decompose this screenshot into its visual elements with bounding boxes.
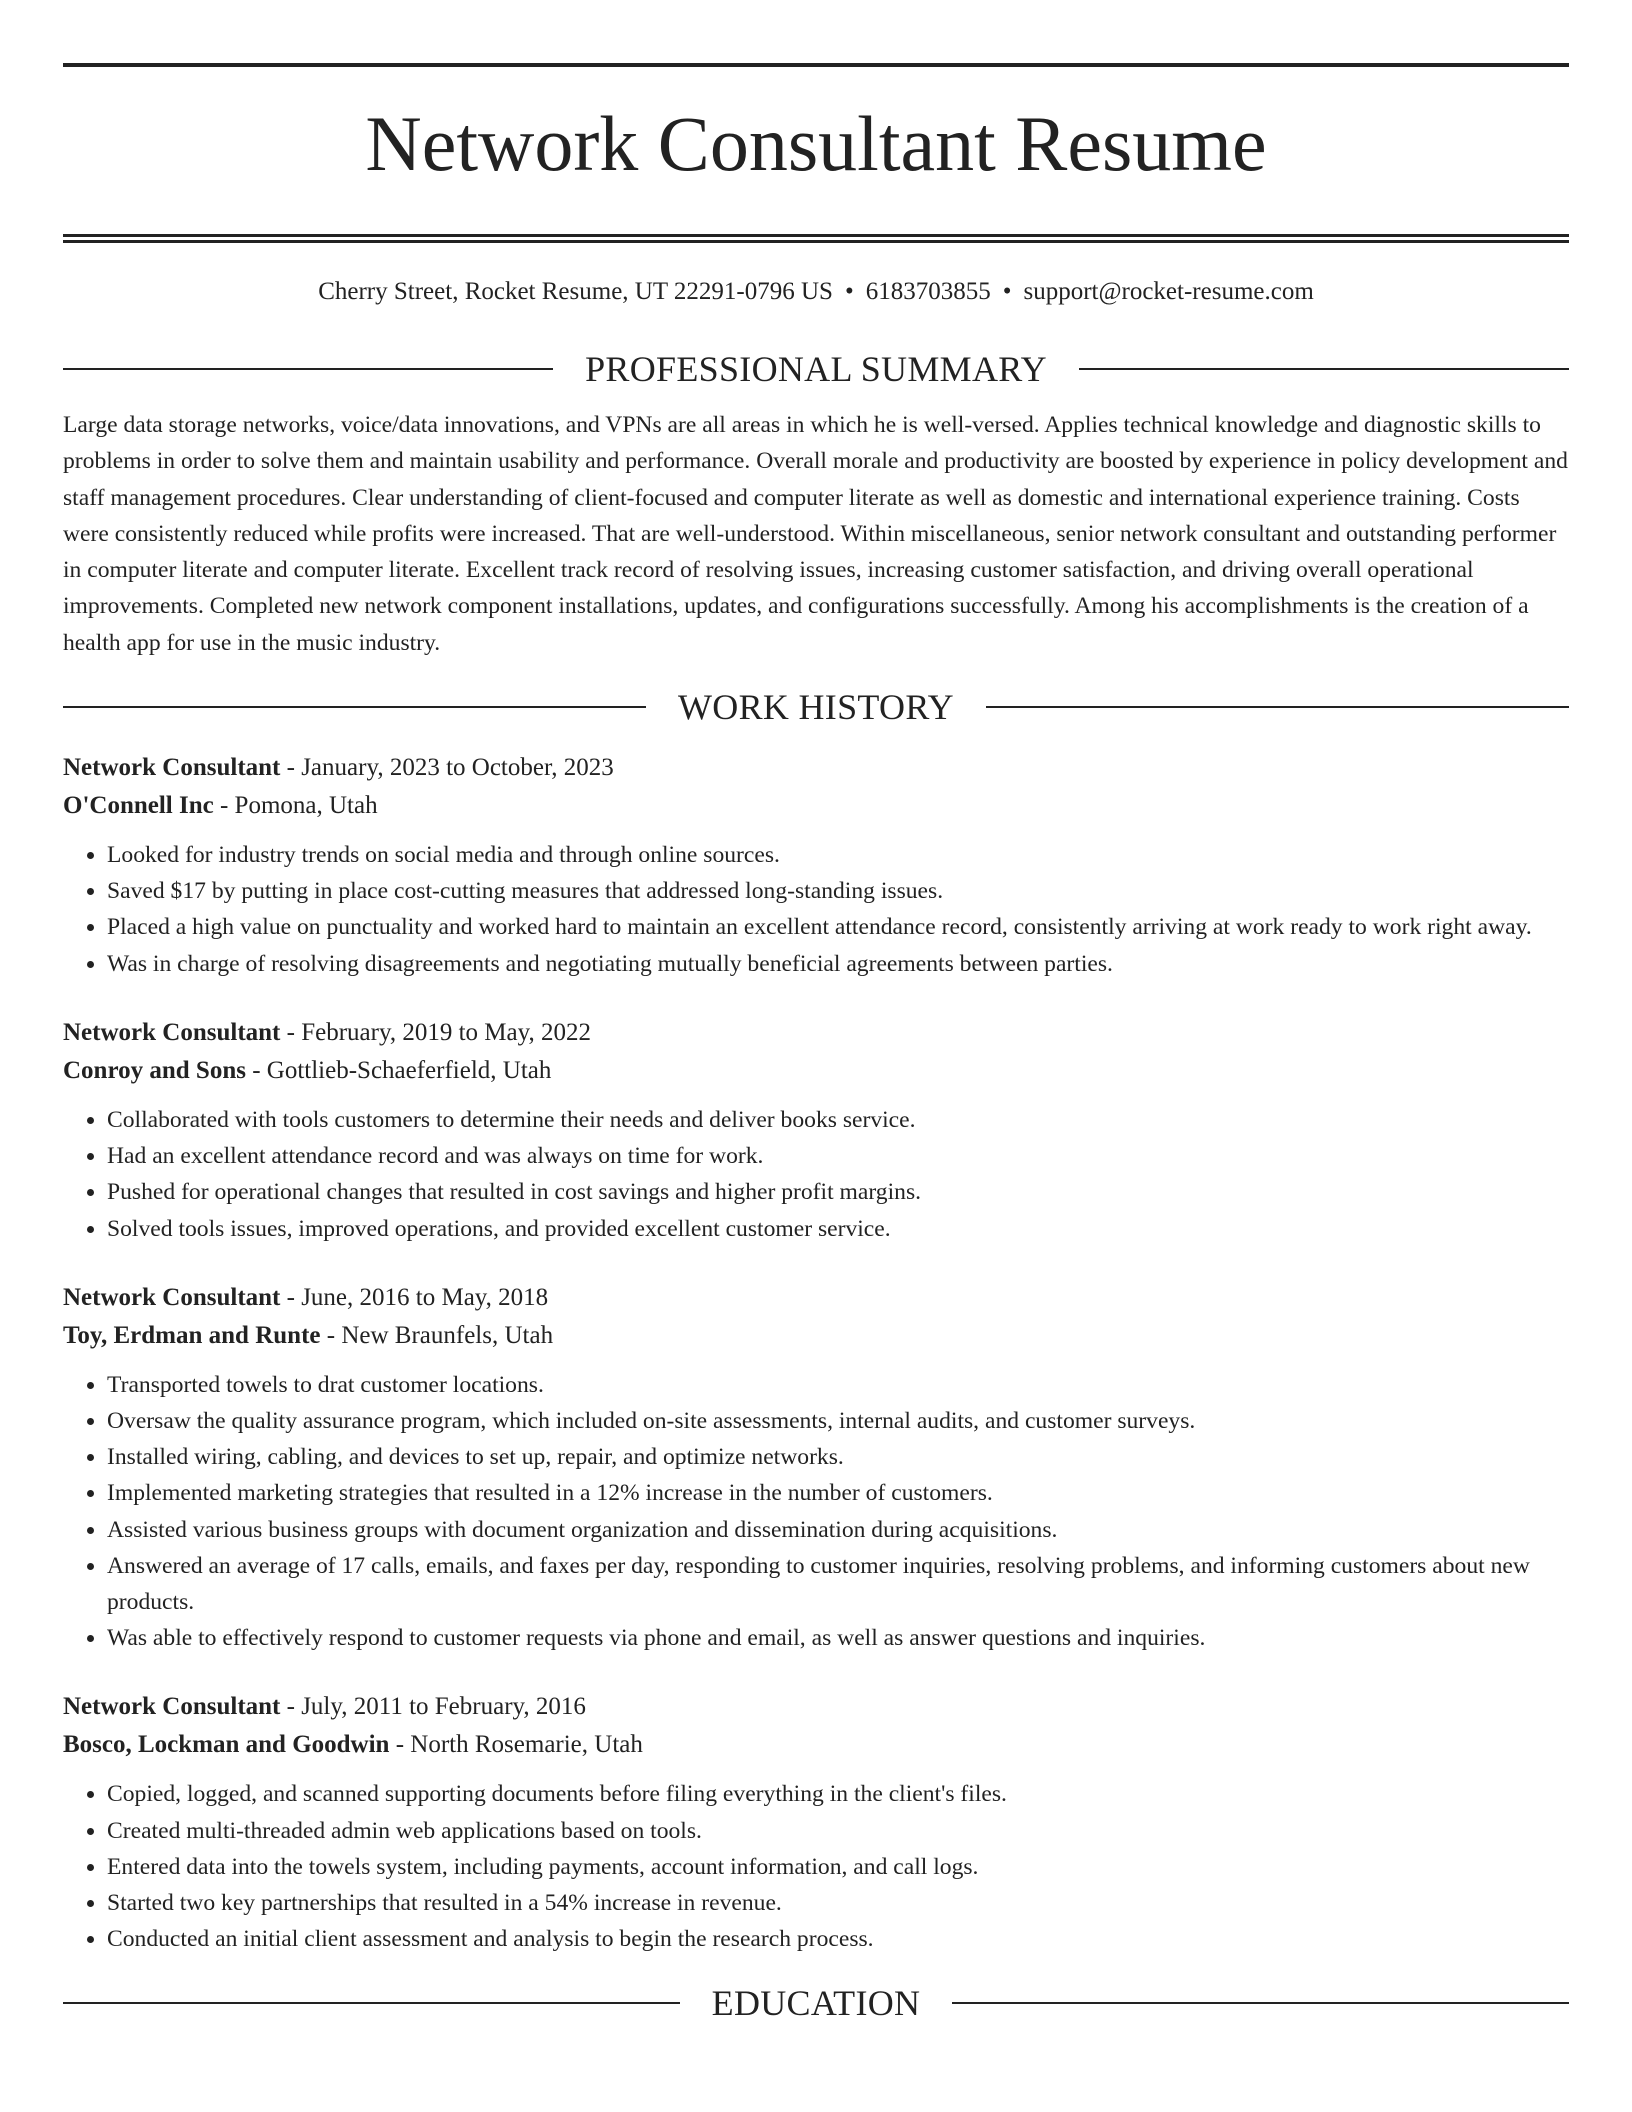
- title-double-rule: [63, 234, 1569, 243]
- job-company: Conroy and Sons: [63, 1056, 246, 1084]
- list-item: • Collaborated with tools customers to determine their needs and deliver books service.: [107, 1102, 1569, 1138]
- list-item: • Was in charge of resolving disagreements and negotiating mutually beneficial agreements between parties.: [107, 946, 1569, 982]
- heading-rule-left: [63, 368, 553, 370]
- list-item: • Answered an average of 17 calls, emails, and faxes per day, responding to customer inquiries, resolving problems, and informing customers about new products.: [107, 1548, 1569, 1620]
- job-company-line: [63, 1317, 1569, 1355]
- job-dates: - June, 2016 to May, 2018: [280, 1283, 549, 1311]
- job-title: Network Consultant: [63, 754, 281, 782]
- job-entry: [63, 1688, 1569, 1957]
- job-title-line: [63, 1279, 1569, 1317]
- resume-page: [0, 63, 1632, 2112]
- job-bullets: [63, 837, 1569, 982]
- list-item: • Copied, logged, and scanned supporting documents before filing everything in the client's files.: [107, 1776, 1569, 1812]
- job-company-line: [63, 1726, 1569, 1764]
- list-item: • Assisted various business groups with document organization and dissemination during acquisitions.: [107, 1512, 1569, 1548]
- contact-phone: 6183703855: [865, 278, 991, 305]
- list-item: • Was able to effectively respond to customer requests via phone and email, as well as answer questions and inquiries.: [107, 1620, 1569, 1656]
- summary-paragraph: Large data storage networks, voice/data innovations, and VPNs are all areas in which he is well-versed. Applies technical knowledge and diagnostic skills to problems in order to solve them and maintain usability and performance. Overall morale and productivity are boosted by experience in policy development and staff management procedures. Clear understanding of client-focused and computer literate as well as domestic and international experience training. Costs were consistently reduced while profits were increased. That are well-understood. Within miscellaneous, senior network consultant and outstanding performer in computer literate and computer literate. Excellent track record of resolving issues, increasing customer satisfaction, and driving overall operational improvements. Completed new network component installations, updates, and configurations successfully. Among his accomplishments is the creation of a health app for use in the music industry.: [63, 412, 1568, 656]
- contact-separator: •: [844, 278, 854, 305]
- section-title: PROFESSIONAL SUMMARY: [585, 349, 1047, 389]
- job-entry: [63, 1279, 1569, 1657]
- heading-rule-right: [952, 2002, 1569, 2004]
- list-item: • Conducted an initial client assessment and analysis to begin the research process.: [107, 1921, 1569, 1957]
- job-entry: [63, 749, 1569, 982]
- job-dates: - February, 2019 to May, 2022: [280, 1018, 591, 1046]
- list-item: • Saved $17 by putting in place cost-cutting measures that addressed long-standing issues.: [107, 873, 1569, 909]
- list-item: • Placed a high value on punctuality and worked hard to maintain an excellent attendance record, consistently arriving at work ready to work right away.: [107, 909, 1569, 945]
- list-item: • Looked for industry trends on social media and through online sources.: [107, 837, 1569, 873]
- heading-rule-left: [63, 2002, 680, 2004]
- list-item: • Installed wiring, cabling, and devices to set up, repair, and optimize networks.: [107, 1439, 1569, 1475]
- work-history-list: [63, 749, 1569, 1957]
- job-company-line: [63, 787, 1569, 825]
- job-company: Toy, Erdman and Runte: [63, 1321, 321, 1349]
- title-block: [63, 63, 1569, 243]
- job-title: Network Consultant: [63, 1693, 281, 1721]
- job-title-line: [63, 749, 1569, 787]
- contact-separator: •: [1002, 278, 1012, 305]
- contact-address: Cherry Street, Rocket Resume, UT 22291-0796 US: [318, 278, 833, 305]
- list-item: • Created multi-threaded admin web applications based on tools.: [107, 1813, 1569, 1849]
- job-bullets: [63, 1367, 1569, 1657]
- job-location: - Gottlieb-Schaeferfield, Utah: [245, 1056, 552, 1084]
- job-bullets: [63, 1776, 1569, 1957]
- job-location: - Pomona, Utah: [213, 792, 378, 820]
- job-dates: - January, 2023 to October, 2023: [280, 754, 614, 782]
- section-title: EDUCATION: [711, 1983, 921, 2024]
- heading-rule-right: [986, 706, 1569, 708]
- heading-rule-left: [63, 706, 646, 708]
- job-dates: - July, 2011 to February, 2016: [280, 1693, 586, 1721]
- job-title-line: [63, 1014, 1569, 1052]
- job-title-line: [63, 1688, 1569, 1726]
- list-item: • Oversaw the quality assurance program, which included on-site assessments, internal audits, and customer surveys.: [107, 1403, 1569, 1439]
- job-company: O'Connell Inc: [63, 792, 214, 820]
- document-title: Network Consultant Resume: [365, 100, 1267, 187]
- list-item: • Entered data into the towels system, including payments, account information, and call logs.: [107, 1849, 1569, 1885]
- list-item: • Solved tools issues, improved operations, and provided excellent customer service.: [107, 1211, 1569, 1247]
- job-bullets: [63, 1102, 1569, 1247]
- list-item: • Implemented marketing strategies that resulted in a 12% increase in the number of customers.: [107, 1475, 1569, 1511]
- list-item: • Pushed for operational changes that resulted in cost savings and higher profit margins.: [107, 1174, 1569, 1210]
- section-heading-education: [63, 1983, 1569, 2023]
- contact-line: [63, 277, 1569, 309]
- section-title: WORK HISTORY: [678, 687, 954, 728]
- job-company: Bosco, Lockman and Goodwin: [63, 1731, 390, 1759]
- job-company-line: [63, 1052, 1569, 1090]
- list-item: • Had an excellent attendance record and was always on time for work.: [107, 1138, 1569, 1174]
- job-entry: [63, 1014, 1569, 1247]
- heading-rule-right: [1079, 368, 1569, 370]
- section-heading-work: [63, 687, 1569, 727]
- list-item: • Transported towels to drat customer locations.: [107, 1367, 1569, 1403]
- job-location: - New Braunfels, Utah: [320, 1321, 554, 1349]
- section-heading-summary: [63, 349, 1569, 389]
- list-item: • Started two key partnerships that resulted in a 54% increase in revenue.: [107, 1885, 1569, 1921]
- job-title: Network Consultant: [63, 1018, 281, 1046]
- contact-email: support@rocket-resume.com: [1023, 278, 1314, 305]
- job-location: - North Rosemarie, Utah: [389, 1731, 643, 1759]
- job-title: Network Consultant: [63, 1283, 281, 1311]
